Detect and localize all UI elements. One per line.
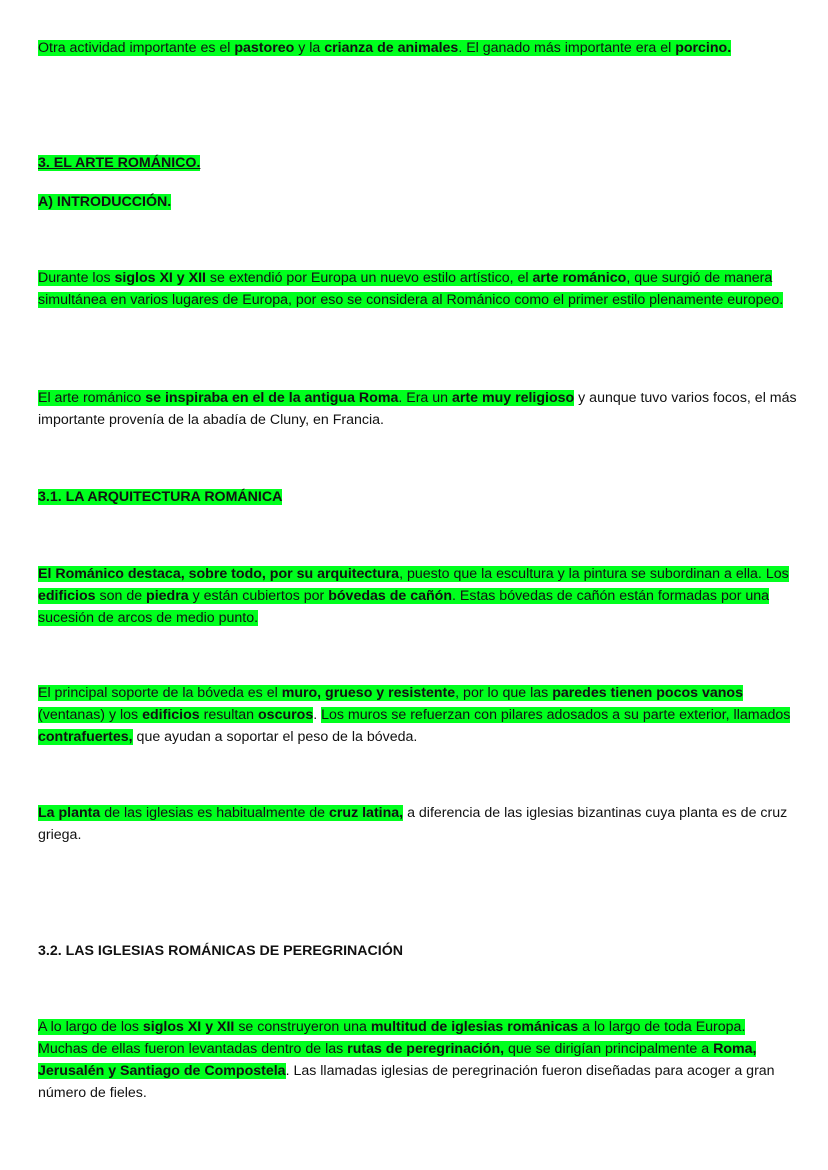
heading-text: 3.2. LAS IGLESIAS ROMÁNICAS DE PEREGRINACIÓN [38, 943, 403, 959]
text: . [313, 707, 322, 723]
bold-text: crianza de animales [324, 40, 459, 56]
text: (ventanas) y los [38, 707, 143, 723]
bold-text: piedra [146, 588, 189, 604]
text: . Las llamadas iglesias de peregrinación fueron diseñadas para acoger a gran número de fieles. [38, 1063, 775, 1101]
text: y están cubiertos por [188, 588, 329, 604]
bold-text: edificios [38, 588, 96, 604]
heading-peregrinacion [38, 940, 798, 962]
heading-arquitectura [38, 486, 798, 508]
text: se construyeron una [234, 1019, 371, 1035]
bold-text: muro, grueso y resistente [281, 685, 456, 701]
paragraph-pastoreo [38, 37, 798, 59]
heading-text: 3. EL ARTE ROMÁNICO. [38, 155, 201, 171]
bold-text: El Románico destaca, sobre todo, por su arquitectura [38, 566, 400, 582]
paragraph-planta [38, 802, 798, 846]
text: Los muros se refuerzan con pilares adosados a su parte exterior, llamados [321, 707, 791, 723]
paragraph-roma [38, 387, 798, 431]
text: , puesto que la escultura y la pintura se subordinan a ella. Los [399, 566, 789, 582]
bold-text: siglos XI y XII [114, 270, 206, 286]
bold-text: bóvedas de cañón [328, 588, 452, 604]
text: resultan [199, 707, 259, 723]
bold-text: cruz latina, [329, 805, 404, 821]
bold-text: arte románico [532, 270, 627, 286]
text: y la [294, 40, 325, 56]
heading-introduccion [38, 191, 798, 213]
text: a lo largo de toda Europa. Muchas de ellas fueron levantadas dentro de las [38, 1019, 746, 1057]
text: . El ganado más importante era el [458, 40, 676, 56]
heading-arte-romanico [38, 152, 798, 174]
paragraph-introduccion [38, 267, 798, 311]
bold-text: siglos XI y XII [142, 1019, 235, 1035]
bold-text: rutas de peregrinación, [347, 1041, 505, 1057]
bold-text: oscuros [258, 707, 314, 723]
bold-text: paredes tienen pocos vanos [552, 685, 743, 701]
bold-text: arte muy religioso [451, 390, 575, 406]
bold-text: Roma, Jerusalén y Santiago de Compostela [38, 1041, 757, 1079]
text: y aunque tuvo varios focos, el más importante provenía de la abadía de Cluny, en Francia. [38, 390, 797, 428]
paragraph-muro [38, 682, 798, 748]
paragraph-peregrinacion [38, 1016, 798, 1104]
text: El principal soporte de la bóveda es el [38, 685, 282, 701]
text: Durante los [38, 270, 115, 286]
bold-text: La planta [38, 805, 101, 821]
text: de las iglesias es habitualmente de [100, 805, 329, 821]
text: son de [95, 588, 147, 604]
text: . Estas bóvedas de cañón están formadas por una sucesión de arcos de medio punto. [38, 588, 770, 626]
text: , por lo que las [455, 685, 553, 701]
bold-text: edificios [142, 707, 200, 723]
text: que ayudan a soportar el peso de la bóveda. [132, 729, 418, 745]
text: se extendió por Europa un nuevo estilo artístico, el [205, 270, 533, 286]
text: El arte románico [38, 390, 146, 406]
text: . Era un [398, 390, 452, 406]
text: Otra actividad importante es el [38, 40, 235, 56]
bold-text: pastoreo [234, 40, 295, 56]
bold-text: se inspiraba en el de la antigua Roma [145, 390, 399, 406]
text: a diferencia de las iglesias bizantinas cuya planta es de cruz griega. [38, 805, 788, 843]
paragraph-arquitectura [38, 563, 798, 629]
text: A lo largo de los [38, 1019, 143, 1035]
heading-text: 3.1. LA ARQUITECTURA ROMÁNICA [38, 489, 283, 505]
heading-text: A) INTRODUCCIÓN. [38, 194, 172, 210]
bold-text: contrafuertes, [38, 729, 133, 745]
bold-text: multitud de iglesias románicas [370, 1019, 579, 1035]
bold-text: porcino. [675, 40, 732, 56]
text: , que surgió de manera simultánea en varios lugares de Europa, por eso se considera al Románico como el primer estilo plenamente europeo. [38, 270, 784, 308]
text: que se dirigían principalmente a [504, 1041, 714, 1057]
